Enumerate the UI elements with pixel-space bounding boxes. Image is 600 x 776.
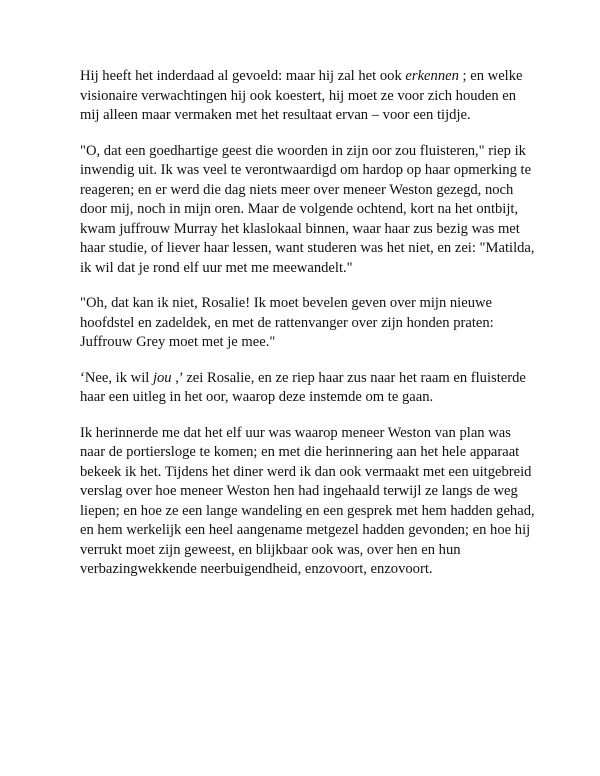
paragraph-4	[80, 369, 535, 408]
paragraph-1-text-1: Hij heeft het inderdaad al gevoeld: maar hij zal het ook	[80, 68, 406, 84]
paragraph-1-text-2: ; en welke visionaire verwachtingen hij ook koestert, hij moet ze voor zich houden en mij alleen maar vermaken met het resultaat ervan – voor een tijdje.	[80, 68, 523, 123]
paragraph-4-emphasis-jou: jou	[152, 369, 172, 386]
paragraph-5	[80, 424, 535, 580]
paragraph-5-text: Ik herinnerde me dat het elf uur was waarop meneer Weston van plan was naar de portiersloge te komen; en met die herinnering aan het hele apparaat bekeek ik het. Tijdens het diner werd ik dan ook vermaakt met een uitgebreid verslag over hoe meneer Weston hen had ingehaald terwijl ze langs de weg liepen; en hoe ze een lange wandeling en een gesprek met hem hadden gehad, en hem werkelijk een heel aangename metgezel hadden gevonden; en hoe hij verrukt moet zijn geweest, en blijkbaar ook was, over hen en hun verbazingwekkende neerbuigendheid, enzovoort, enzovoort.	[80, 424, 535, 577]
body-text	[80, 67, 535, 596]
paragraph-2	[80, 142, 535, 279]
paragraph-1-emphasis-erkennen: erkennen	[405, 68, 459, 84]
paragraph-4-text-1: ‘Nee, ik wil	[80, 369, 153, 386]
paragraph-1	[80, 67, 535, 126]
paragraph-3	[80, 294, 535, 353]
paragraph-3-text: "Oh, dat kan ik niet, Rosalie! Ik moet bevelen geven over mijn nieuwe hoofdstel en zadeldek, en met de rattenvanger over zijn honden praten: Juffrouw Grey moet met je mee."	[80, 295, 494, 350]
paragraph-2-text: "O, dat een goedhartige geest die woorden in zijn oor zou fluisteren," riep ik inwendig uit. Ik was veel te verontwaardigd om hardop op haar opmerking te reageren; en er werd die dag niets meer over meneer Weston gezegd, noch door mij, noch in mijn oren. Maar de volgende ochtend, kort na het ontbijt, kwam juffrouw Murray het klaslokaal binnen, waar haar zus bezig was met haar studie, of liever haar lessen, want studeren was het niet, en zei: "Matilda, ik wil dat je rond elf uur met me meewandelt."	[80, 142, 535, 276]
paragraph-4-text-2: ,’ zei Rosalie, en ze riep haar zus naar het raam en fluisterde haar een uitleg in het oor, waarop deze instemde om te gaan.	[80, 369, 526, 405]
